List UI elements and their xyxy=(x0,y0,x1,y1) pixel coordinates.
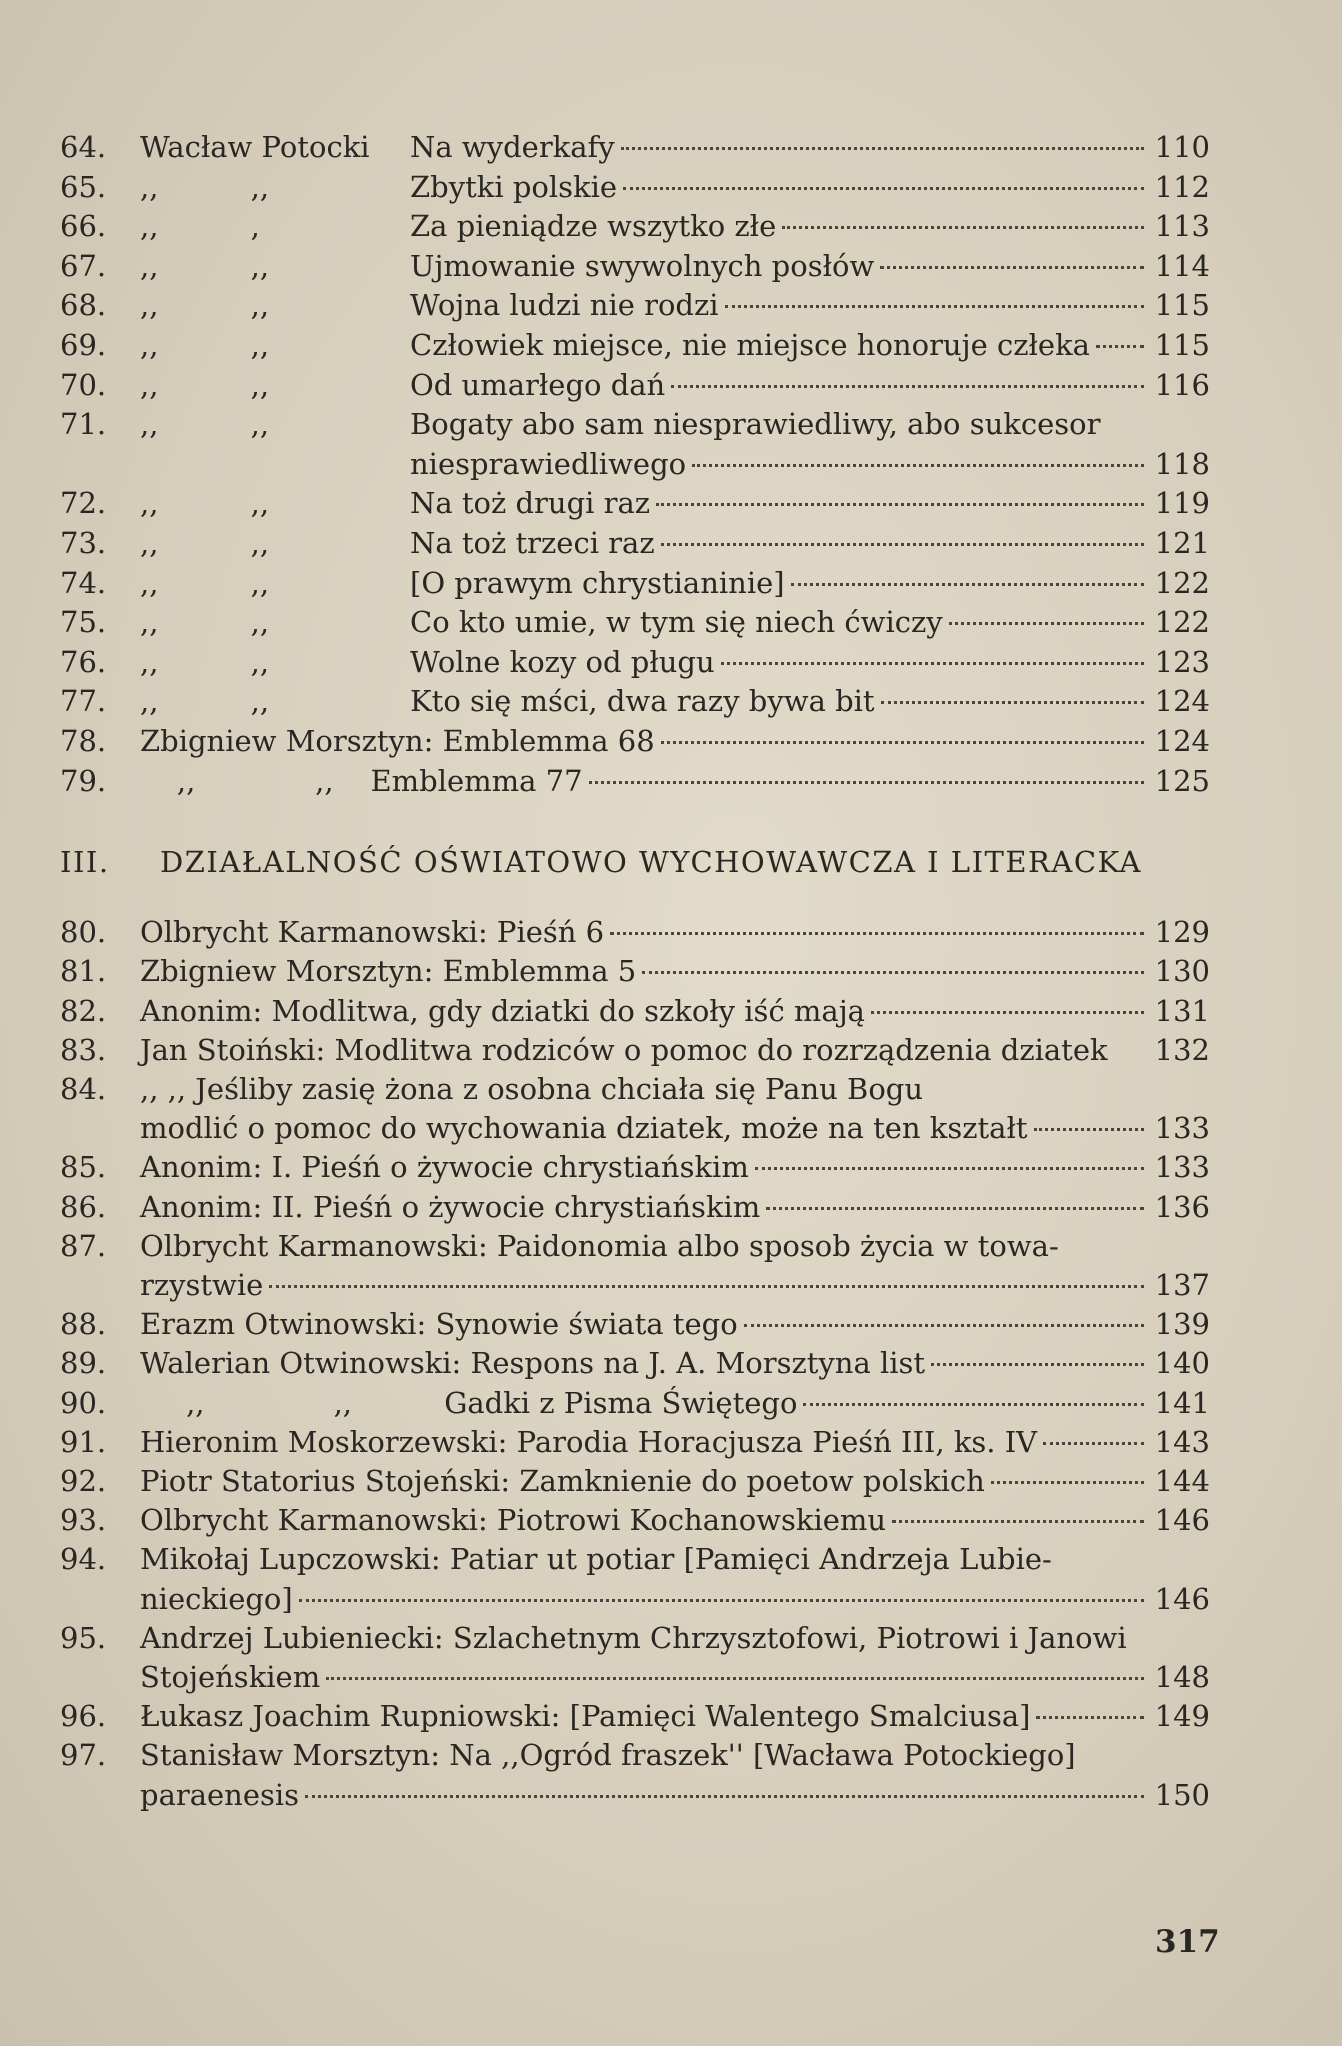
entry-text: paraenesis xyxy=(140,1777,300,1812)
entry-line xyxy=(140,1266,1210,1305)
entry-number: 73. xyxy=(60,525,107,560)
entry-author: ,, ,, xyxy=(140,565,270,600)
entry-text: ,, ,, Emblemma 77 xyxy=(140,763,583,798)
entry-text: modlić o pomoc do wychowania dziatek, może na ten kształt xyxy=(140,1111,1028,1146)
entry-text: Stanisław Morsztyn: Na ,,Ogród fraszek'' [Wacława Potockiego] xyxy=(140,1738,1076,1773)
entry-text: Olbrycht Karmanowski: Paidonomia albo sposob życia w towa- xyxy=(140,1228,1059,1263)
entry-line xyxy=(410,564,1210,604)
entry-text: Anonim: Modlitwa, gdy dziatki do szkoły iść mają xyxy=(140,993,865,1028)
entry-body xyxy=(410,405,1210,484)
leader-dots xyxy=(326,1677,1144,1680)
entry-page: 139 xyxy=(1154,1307,1210,1342)
entry-body xyxy=(140,762,1210,802)
entry-author: ,, ,, xyxy=(140,644,270,679)
entry-text: ,, ,, Jeśliby zasię żona z osobna chciała się Panu Bogu xyxy=(140,1071,924,1106)
entry-number: 93. xyxy=(60,1503,107,1538)
entry-text: Erazm Otwinowski: Synowie świata tego xyxy=(140,1307,738,1342)
entry-number: 80. xyxy=(60,915,107,950)
entry-page: 148 xyxy=(1154,1659,1210,1694)
entry-page: 143 xyxy=(1154,1424,1210,1459)
entry-page: 124 xyxy=(1154,684,1210,719)
entry-title: Co kto umie, w tym się niech ćwiczy xyxy=(410,605,943,640)
entry-text: nieckiego] xyxy=(140,1581,293,1616)
leader-dots xyxy=(642,971,1144,974)
leader-dots xyxy=(661,741,1144,744)
entry-number: 90. xyxy=(60,1385,107,1420)
toc-entry xyxy=(60,524,1210,564)
entry-line xyxy=(140,913,1210,952)
entry-body xyxy=(140,1188,1210,1227)
entry-body xyxy=(410,603,1210,643)
entry-number: 91. xyxy=(60,1424,107,1459)
leader-dots xyxy=(892,1520,1144,1523)
entry-body xyxy=(410,286,1210,326)
toc-entry xyxy=(60,952,1210,991)
entry-title: Od umarłego dań xyxy=(410,367,666,402)
entry-page: 131 xyxy=(1154,993,1210,1028)
leader-dots xyxy=(692,464,1144,467)
entry-body xyxy=(140,992,1210,1031)
toc-entry xyxy=(60,1540,1210,1618)
entry-page: 123 xyxy=(1154,644,1210,679)
entry-author: ,, ,, xyxy=(140,327,270,362)
entry-body xyxy=(140,1540,1210,1618)
entry-body xyxy=(410,682,1210,722)
entry-page: 118 xyxy=(1154,446,1210,481)
entry-page: 140 xyxy=(1154,1346,1210,1381)
entry-page: 110 xyxy=(1154,130,1210,164)
entry-text: Łukasz Joachim Rupniowski: [Pamięci Walentego Smalciusa] xyxy=(140,1699,1031,1734)
entry-page: 146 xyxy=(1154,1581,1210,1616)
entry-page: 130 xyxy=(1154,954,1210,989)
entry-text: rzystwie xyxy=(140,1267,264,1302)
entry-body xyxy=(410,564,1210,604)
entry-body xyxy=(140,913,1210,952)
leader-dots xyxy=(621,147,1144,150)
entry-line xyxy=(410,207,1210,247)
entry-number: 95. xyxy=(60,1620,107,1655)
entry-title: Na toż trzeci raz xyxy=(410,525,655,560)
entry-text: Anonim: I. Pieśń o żywocie chrystiańskim xyxy=(140,1150,749,1185)
entry-number: 67. xyxy=(60,248,107,283)
leader-dots xyxy=(721,662,1144,665)
entry-line xyxy=(140,1462,1210,1501)
leader-dots xyxy=(1043,1442,1144,1445)
entry-body xyxy=(140,1619,1210,1697)
entry-author: ,, ,, xyxy=(140,525,270,560)
entry-body xyxy=(140,1736,1210,1814)
entry-number: 66. xyxy=(60,209,107,244)
section-title: DZIAŁALNOŚĆ OŚWIATOWO WYCHOWAWCZA I LITERACKA xyxy=(160,845,1142,880)
leader-dots xyxy=(744,1324,1144,1327)
entry-page: 133 xyxy=(1154,1111,1210,1146)
toc-entry xyxy=(60,1344,1210,1383)
entry-page: 115 xyxy=(1154,327,1210,362)
entry-line xyxy=(140,1188,1210,1227)
entry-line xyxy=(410,247,1210,287)
entry-body xyxy=(410,484,1210,524)
leader-dots xyxy=(1036,1716,1144,1719)
entry-line xyxy=(410,682,1210,722)
entry-page: 144 xyxy=(1154,1463,1210,1498)
entry-page: 121 xyxy=(1154,525,1210,560)
entry-title: Zbytki polskie xyxy=(410,169,618,204)
toc-entry xyxy=(60,1148,1210,1187)
entry-number: 74. xyxy=(60,565,107,600)
leader-dots xyxy=(949,622,1144,625)
entry-number: 81. xyxy=(60,954,107,989)
entry-title: Za pieniądze wszytko złe xyxy=(410,209,777,244)
leader-dots xyxy=(656,503,1144,506)
entry-body xyxy=(140,1227,1210,1305)
entry-body xyxy=(140,1344,1210,1383)
entry-author: ,, ,, xyxy=(140,288,270,323)
entry-body xyxy=(410,643,1210,683)
entry-text: Zbigniew Morsztyn: Emblemma 68 xyxy=(140,723,655,758)
entry-text: Mikołaj Lupczowski: Patiar ut potiar [Pamięci Andrzeja Lubie- xyxy=(140,1542,1052,1577)
entry-body xyxy=(410,366,1210,406)
entry-line xyxy=(140,1344,1210,1383)
table-of-contents xyxy=(60,128,1210,1815)
leader-dots xyxy=(589,781,1144,784)
entry-author: Wacław Potocki xyxy=(140,130,370,164)
entry-body xyxy=(410,168,1210,208)
entry-number: 71. xyxy=(60,407,107,442)
entry-number: 96. xyxy=(60,1699,107,1734)
entry-line xyxy=(140,1658,1210,1697)
entry-page: 114 xyxy=(1154,248,1210,283)
entry-number: 97. xyxy=(60,1738,107,1773)
entry-body xyxy=(410,524,1210,564)
entry-number: 77. xyxy=(60,684,107,719)
entry-line xyxy=(410,168,1210,208)
section-heading xyxy=(60,845,1210,879)
entry-body xyxy=(140,1697,1210,1736)
leader-dots xyxy=(269,1285,1144,1288)
entry-body xyxy=(410,128,1210,168)
entry-page: 125 xyxy=(1154,763,1210,798)
entry-title: [O prawym chrystianinie] xyxy=(410,565,785,600)
toc-entry xyxy=(60,1462,1210,1501)
toc-entry xyxy=(60,207,1210,247)
entry-title: Na toż drugi raz xyxy=(410,486,651,521)
entry-page: 149 xyxy=(1154,1699,1210,1734)
leader-dots xyxy=(881,701,1144,704)
entry-page: 136 xyxy=(1154,1189,1210,1224)
entry-number: 68. xyxy=(60,288,107,323)
entry-line xyxy=(410,643,1210,683)
entry-title: Ujmowanie swywolnych posłów xyxy=(410,248,875,283)
entry-title: Wolne kozy od pługu xyxy=(410,644,715,679)
toc-entry xyxy=(60,564,1210,604)
entry-page: 122 xyxy=(1154,565,1210,600)
entry-text: Walerian Otwinowski: Respons na J. A. Morsztyna list xyxy=(140,1346,926,1381)
entry-line xyxy=(140,1423,1210,1462)
entry-number: 82. xyxy=(60,993,107,1028)
leader-dots xyxy=(1034,1128,1144,1131)
entry-title: niesprawiedliwego xyxy=(410,446,687,481)
entry-page: 119 xyxy=(1154,486,1210,521)
entry-number: 86. xyxy=(60,1189,107,1224)
entry-line xyxy=(140,1384,1210,1423)
entry-page: 115 xyxy=(1154,288,1210,323)
entry-author: ,, ,, xyxy=(140,605,270,640)
leader-dots xyxy=(299,1599,1144,1602)
entry-author: ,, , xyxy=(140,209,260,244)
leader-dots xyxy=(871,1011,1144,1014)
entry-line xyxy=(140,1501,1210,1540)
entry-author: ,, ,, xyxy=(140,367,270,402)
entry-line xyxy=(410,286,1210,326)
entry-line xyxy=(410,366,1210,406)
entry-line xyxy=(140,1619,1210,1658)
entry-page: 113 xyxy=(1154,209,1210,244)
entry-title: Kto się mści, dwa razy bywa bit xyxy=(410,684,875,719)
toc-entry xyxy=(60,484,1210,524)
entry-line xyxy=(140,992,1210,1031)
entry-author: ,, ,, xyxy=(140,248,270,283)
entry-page: 146 xyxy=(1154,1503,1210,1538)
toc-entry xyxy=(60,643,1210,683)
entry-number: 85. xyxy=(60,1150,107,1185)
entry-page: 124 xyxy=(1154,723,1210,758)
entry-body xyxy=(140,1031,1210,1070)
entry-number: 84. xyxy=(60,1071,107,1106)
entry-line xyxy=(140,1697,1210,1736)
toc-entry xyxy=(60,992,1210,1031)
entry-line xyxy=(410,128,1210,168)
toc-entry xyxy=(60,326,1210,366)
leader-dots xyxy=(610,932,1144,935)
toc-entry xyxy=(60,1305,1210,1344)
toc-entry xyxy=(60,1070,1210,1148)
toc-entry xyxy=(60,603,1210,643)
entry-body xyxy=(410,207,1210,247)
entry-page: 129 xyxy=(1154,915,1210,950)
leader-dots xyxy=(623,187,1144,190)
entry-line xyxy=(140,1776,1210,1815)
entry-line xyxy=(410,484,1210,524)
leader-dots xyxy=(766,1207,1144,1210)
toc-entry xyxy=(60,405,1210,484)
entry-body xyxy=(410,326,1210,366)
entry-text: Anonim: II. Pieśń o żywocie chrystiańskim xyxy=(140,1189,761,1224)
entry-number: 94. xyxy=(60,1542,107,1577)
leader-dots xyxy=(1096,345,1144,348)
entry-line xyxy=(140,1148,1210,1187)
toc-entry xyxy=(60,1227,1210,1305)
entry-text: Zbigniew Morsztyn: Emblemma 5 xyxy=(140,954,637,989)
entry-page: 112 xyxy=(1154,169,1210,204)
entry-title: Człowiek miejsce, nie miejsce honoruje człeka xyxy=(410,327,1090,362)
entry-number: 78. xyxy=(60,723,107,758)
entry-author: ,, ,, xyxy=(140,486,270,521)
toc-entry xyxy=(60,1501,1210,1540)
entry-body xyxy=(410,247,1210,287)
entry-title: Wojna ludzi nie rodzi xyxy=(410,288,719,323)
entry-number: 92. xyxy=(60,1463,107,1498)
entry-number: 70. xyxy=(60,367,107,402)
entry-page: 133 xyxy=(1154,1150,1210,1185)
entry-line xyxy=(410,603,1210,643)
entry-text: ,, ,, Gadki z Pisma Świętego xyxy=(140,1385,798,1420)
toc-entry xyxy=(60,168,1210,208)
entry-line xyxy=(410,405,1210,445)
toc-entry xyxy=(60,128,1210,168)
toc-entry xyxy=(60,1619,1210,1697)
section-number: III. xyxy=(60,845,110,880)
entry-text: Jan Stoiński: Modlitwa rodziców o pomoc do rozrządzenia dziatek xyxy=(140,1032,1108,1067)
entry-line xyxy=(410,445,1210,485)
page-number: 317 xyxy=(1155,1924,1220,1960)
entry-body xyxy=(140,1148,1210,1187)
entry-number: 83. xyxy=(60,1032,107,1067)
entry-line xyxy=(140,1580,1210,1619)
entry-number: 87. xyxy=(60,1228,107,1263)
entry-line xyxy=(140,952,1210,991)
entry-author: ,, ,, xyxy=(140,169,270,204)
entry-page: 150 xyxy=(1154,1777,1210,1812)
toc-entry xyxy=(60,247,1210,287)
leader-dots xyxy=(661,543,1144,546)
entry-author: ,, ,, xyxy=(140,684,270,719)
entry-text: Andrzej Lubieniecki: Szlachetnym Chrzysztofowi, Piotrowi i Janowi xyxy=(140,1620,1127,1655)
entry-text: Olbrycht Karmanowski: Piotrowi Kochanowskiemu xyxy=(140,1503,887,1538)
entry-line xyxy=(140,1305,1210,1344)
entry-number: 79. xyxy=(60,763,107,798)
toc-entry xyxy=(60,1188,1210,1227)
entry-body xyxy=(140,722,1210,762)
toc-entry xyxy=(60,762,1210,802)
toc-entry xyxy=(60,1736,1210,1814)
entry-line xyxy=(410,524,1210,564)
entry-page: 137 xyxy=(1154,1267,1210,1302)
entry-number: 88. xyxy=(60,1307,107,1342)
leader-dots xyxy=(791,583,1144,586)
entry-page: 116 xyxy=(1154,367,1210,402)
leader-dots xyxy=(931,1363,1144,1366)
leader-dots xyxy=(725,305,1144,308)
entry-text: Piotr Statorius Stojeński: Zamknienie do poetow polskich xyxy=(140,1463,985,1498)
entry-line xyxy=(140,1227,1210,1266)
entry-body xyxy=(140,1305,1210,1344)
entry-page: 132 xyxy=(1154,1032,1210,1067)
toc-entry xyxy=(60,1031,1210,1070)
entry-number: 72. xyxy=(60,486,107,521)
entry-line xyxy=(140,1070,1210,1109)
toc-entry xyxy=(60,722,1210,762)
entry-line xyxy=(410,326,1210,366)
entry-text: Olbrycht Karmanowski: Pieśń 6 xyxy=(140,915,605,950)
entry-page: 141 xyxy=(1154,1385,1210,1420)
entry-text: Stojeńskiem xyxy=(140,1659,321,1694)
toc-entry xyxy=(60,1423,1210,1462)
toc-group-section-iii xyxy=(60,913,1210,1815)
entry-body xyxy=(140,1384,1210,1423)
entry-line xyxy=(140,1031,1210,1070)
toc-entry xyxy=(60,1384,1210,1423)
entry-text: Hieronim Moskorzewski: Parodia Horacjusza Pieśń III, ks. IV xyxy=(140,1424,1038,1459)
leader-dots xyxy=(991,1481,1144,1484)
leader-dots xyxy=(782,226,1144,229)
leader-dots xyxy=(755,1167,1144,1170)
entry-body xyxy=(140,952,1210,991)
entry-body xyxy=(140,1070,1210,1148)
entry-body xyxy=(140,1501,1210,1540)
entry-number: 64. xyxy=(60,130,107,164)
toc-group-potocki xyxy=(60,128,1210,801)
toc-entry xyxy=(60,366,1210,406)
entry-number: 75. xyxy=(60,605,107,640)
toc-entry xyxy=(60,682,1210,722)
entry-body xyxy=(140,1462,1210,1501)
toc-entry xyxy=(60,1697,1210,1736)
entry-number: 65. xyxy=(60,169,107,204)
toc-entry xyxy=(60,286,1210,326)
leader-dots xyxy=(305,1795,1144,1798)
entry-line xyxy=(140,1736,1210,1775)
leader-dots xyxy=(880,266,1144,269)
leader-dots xyxy=(671,385,1144,388)
entry-number: 89. xyxy=(60,1346,107,1381)
entry-number: 69. xyxy=(60,327,107,362)
entry-line xyxy=(140,722,1210,762)
entry-number: 76. xyxy=(60,644,107,679)
entry-line xyxy=(140,1109,1210,1148)
entry-title: Na wyderkafy xyxy=(410,130,615,164)
entry-title-line: Bogaty abo sam niesprawiedliwy, abo sukcesor xyxy=(410,407,1101,442)
entry-body xyxy=(140,1423,1210,1462)
toc-entry xyxy=(60,913,1210,952)
entry-line xyxy=(140,762,1210,802)
entry-page: 122 xyxy=(1154,605,1210,640)
entry-line xyxy=(140,1540,1210,1579)
entry-author: ,, ,, xyxy=(140,407,270,442)
leader-dots xyxy=(803,1403,1144,1406)
